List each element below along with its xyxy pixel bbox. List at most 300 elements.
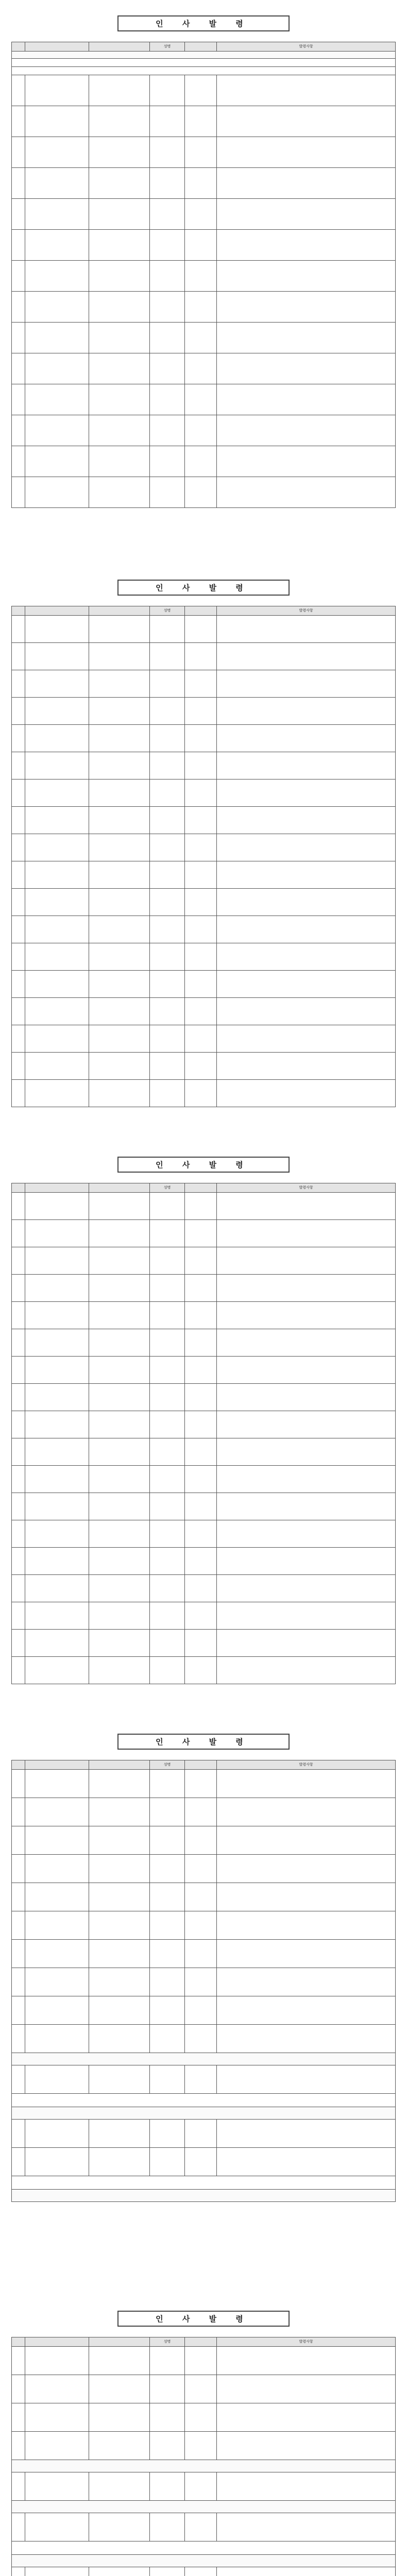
cell-position <box>89 415 150 446</box>
table-row <box>12 446 396 477</box>
cell-name <box>150 2120 185 2148</box>
cell-rank <box>185 75 217 106</box>
page-title: 인 사 발 령 <box>117 2311 290 2327</box>
row-number <box>12 2347 25 2375</box>
cell-rank <box>185 477 217 508</box>
cell-order <box>217 1411 396 1438</box>
cell-position <box>89 916 150 943</box>
cell-position <box>89 2513 150 2541</box>
cell-position <box>89 971 150 998</box>
cell-position <box>89 698 150 725</box>
memo-row <box>12 2541 396 2555</box>
cell-affiliation <box>25 1080 89 1107</box>
cell-rank <box>185 1855 217 1883</box>
column-header <box>25 1760 89 1770</box>
cell-affiliation <box>25 1493 89 1520</box>
table-row <box>12 1493 396 1520</box>
cell-order <box>217 643 396 670</box>
cell-order <box>217 1548 396 1575</box>
cell-affiliation <box>25 1548 89 1575</box>
cell-name <box>150 1520 185 1548</box>
personnel-table <box>11 606 396 1107</box>
row-number <box>12 106 25 137</box>
personnel-table <box>11 42 396 508</box>
cell-position <box>89 2375 150 2403</box>
page-title: 인 사 발 령 <box>117 1157 290 1173</box>
cell-affiliation <box>25 1630 89 1657</box>
cell-rank <box>185 1493 217 1520</box>
cell-order <box>217 1025 396 1053</box>
table-row <box>12 971 396 998</box>
row-number <box>12 1826 25 1855</box>
cell-name <box>150 916 185 943</box>
cell-order <box>217 998 396 1025</box>
row-number <box>12 2567 25 2576</box>
cell-order <box>217 861 396 889</box>
cell-rank <box>185 1080 217 1107</box>
cell-rank <box>185 199 217 230</box>
cell-name <box>150 616 185 643</box>
table-row <box>12 1275 396 1302</box>
cell-name <box>150 2432 185 2460</box>
cell-position <box>89 779 150 807</box>
cell-order <box>217 2120 396 2148</box>
row-number <box>12 861 25 889</box>
section-row <box>12 2107 396 2120</box>
cell-affiliation <box>25 1911 89 1940</box>
cell-affiliation <box>25 1357 89 1384</box>
cell-name <box>150 2025 185 2053</box>
row-number <box>12 384 25 415</box>
column-header: 성명 <box>150 606 185 616</box>
table-row <box>12 916 396 943</box>
cell-affiliation <box>25 1247 89 1275</box>
cell-rank <box>185 616 217 643</box>
cell-name <box>150 2513 185 2541</box>
cell-name <box>150 1855 185 1883</box>
cell-order <box>217 1329 396 1357</box>
cell-name <box>150 1940 185 1968</box>
row-number <box>12 1657 25 1684</box>
cell-position <box>89 889 150 916</box>
cell-affiliation <box>25 1275 89 1302</box>
table-row <box>12 834 396 861</box>
cell-order <box>217 2065 396 2094</box>
cell-order <box>217 725 396 752</box>
table-row <box>12 943 396 971</box>
cell-position <box>89 168 150 199</box>
header-row <box>12 1760 396 1770</box>
cell-affiliation <box>25 2120 89 2148</box>
cell-name <box>150 1911 185 1940</box>
cell-name <box>150 1602 185 1630</box>
cell-position <box>89 292 150 323</box>
column-header: 발령사항 <box>217 2337 396 2347</box>
cell-name <box>150 779 185 807</box>
cell-position <box>89 1466 150 1493</box>
cell-order <box>217 1855 396 1883</box>
row-number <box>12 1193 25 1220</box>
column-header <box>89 2337 150 2347</box>
row-number <box>12 2375 25 2403</box>
table-row <box>12 698 396 725</box>
cell-rank <box>185 1193 217 1220</box>
cell-position <box>89 1247 150 1275</box>
cell-name <box>150 2148 185 2176</box>
cell-affiliation <box>25 446 89 477</box>
cell-affiliation <box>25 230 89 261</box>
row-number <box>12 616 25 643</box>
column-header <box>12 606 25 616</box>
column-header <box>185 1760 217 1770</box>
cell-rank <box>185 834 217 861</box>
cell-rank <box>185 1602 217 1630</box>
table-row <box>12 353 396 384</box>
cell-affiliation <box>25 1940 89 1968</box>
cell-affiliation <box>25 323 89 353</box>
cell-rank <box>185 2403 217 2432</box>
cell-position <box>89 384 150 415</box>
cell-name <box>150 1770 185 1798</box>
table-row <box>12 106 396 137</box>
table-row <box>12 230 396 261</box>
table-row <box>12 2148 396 2176</box>
table-row <box>12 725 396 752</box>
cell-affiliation <box>25 998 89 1025</box>
row-number <box>12 1520 25 1548</box>
table-row <box>12 168 396 199</box>
row-number <box>12 2120 25 2148</box>
row-number <box>12 725 25 752</box>
cell-rank <box>185 353 217 384</box>
table-row <box>12 779 396 807</box>
header-row <box>12 1183 396 1193</box>
personnel-table <box>11 1183 396 1684</box>
column-header <box>25 1183 89 1193</box>
cell-rank <box>185 1247 217 1275</box>
cell-rank <box>185 1411 217 1438</box>
cell-affiliation <box>25 1826 89 1855</box>
cell-affiliation <box>25 2513 89 2541</box>
cell-affiliation <box>25 2432 89 2460</box>
cell-position <box>89 1384 150 1411</box>
cell-position <box>89 643 150 670</box>
memo-text <box>12 2541 396 2555</box>
cell-rank <box>185 106 217 137</box>
row-number <box>12 137 25 168</box>
cell-order <box>217 2472 396 2501</box>
cell-order <box>217 353 396 384</box>
cell-name <box>150 1657 185 1684</box>
cell-affiliation <box>25 2472 89 2501</box>
table-row <box>12 1883 396 1911</box>
cell-position <box>89 1438 150 1466</box>
table-row <box>12 477 396 508</box>
cell-order <box>217 1247 396 1275</box>
cell-affiliation <box>25 725 89 752</box>
cell-affiliation <box>25 75 89 106</box>
cell-name <box>150 861 185 889</box>
cell-name <box>150 2472 185 2501</box>
table-row <box>12 1968 396 1996</box>
cell-affiliation <box>25 1302 89 1329</box>
cell-position <box>89 1575 150 1602</box>
column-header: 성명 <box>150 42 185 52</box>
cell-position <box>89 1357 150 1384</box>
cell-order <box>217 1911 396 1940</box>
cell-position <box>89 725 150 752</box>
row-number <box>12 670 25 698</box>
table-row <box>12 616 396 643</box>
cell-name <box>150 1968 185 1996</box>
cell-rank <box>185 1657 217 1684</box>
cell-affiliation <box>25 1193 89 1220</box>
cell-affiliation <box>25 1968 89 1996</box>
table-row <box>12 75 396 106</box>
cell-name <box>150 1193 185 1220</box>
memo-row <box>12 2176 396 2190</box>
cell-affiliation <box>25 1411 89 1438</box>
cell-position <box>89 1826 150 1855</box>
cell-name <box>150 1548 185 1575</box>
cell-rank <box>185 1466 217 1493</box>
cell-order <box>217 292 396 323</box>
cell-name <box>150 2403 185 2432</box>
cell-position <box>89 261 150 292</box>
cell-rank <box>185 137 217 168</box>
cell-position <box>89 1053 150 1080</box>
row-number <box>12 943 25 971</box>
cell-order <box>217 1968 396 1996</box>
column-header <box>89 1183 150 1193</box>
table-row <box>12 2403 396 2432</box>
cell-rank <box>185 2347 217 2375</box>
row-number <box>12 353 25 384</box>
row-number <box>12 643 25 670</box>
row-number <box>12 916 25 943</box>
document-page <box>11 2311 396 2576</box>
row-number <box>12 1220 25 1247</box>
row-number <box>12 779 25 807</box>
row-number <box>12 1630 25 1657</box>
cell-name <box>150 353 185 384</box>
cell-rank <box>185 292 217 323</box>
cell-affiliation <box>25 1657 89 1684</box>
column-header: 성명 <box>150 2337 185 2347</box>
cell-name <box>150 384 185 415</box>
cell-name <box>150 1493 185 1520</box>
cell-order <box>217 1384 396 1411</box>
cell-rank <box>185 698 217 725</box>
personnel-table <box>11 2337 396 2576</box>
column-header: 성명 <box>150 1760 185 1770</box>
cell-rank <box>185 1575 217 1602</box>
table-row <box>12 1411 396 1438</box>
column-header <box>12 1760 25 1770</box>
cell-name <box>150 971 185 998</box>
table-row <box>12 1220 396 1247</box>
cell-order <box>217 1657 396 1684</box>
cell-name <box>150 261 185 292</box>
cell-rank <box>185 2472 217 2501</box>
table-row <box>12 2025 396 2053</box>
cell-order <box>217 1575 396 1602</box>
cell-order <box>217 1996 396 2025</box>
table-row <box>12 807 396 834</box>
row-number <box>12 1575 25 1602</box>
table-row <box>12 2432 396 2460</box>
row-number <box>12 1329 25 1357</box>
cell-name <box>150 834 185 861</box>
table-row <box>12 1520 396 1548</box>
cell-position <box>89 137 150 168</box>
cell-order <box>217 137 396 168</box>
column-header <box>185 606 217 616</box>
table-row <box>12 1247 396 1275</box>
cell-name <box>150 2347 185 2375</box>
cell-rank <box>185 1302 217 1329</box>
cell-affiliation <box>25 1025 89 1053</box>
cell-position <box>89 2065 150 2094</box>
row-number <box>12 75 25 106</box>
row-number <box>12 1247 25 1275</box>
cell-rank <box>185 2120 217 2148</box>
row-number <box>12 2065 25 2094</box>
table-row <box>12 199 396 230</box>
cell-position <box>89 752 150 779</box>
cell-order <box>217 1940 396 1968</box>
table-row <box>12 861 396 889</box>
cell-affiliation <box>25 834 89 861</box>
cell-affiliation <box>25 698 89 725</box>
cell-rank <box>185 1520 217 1548</box>
page-title: 인 사 발 령 <box>117 15 290 31</box>
row-number <box>12 292 25 323</box>
row-number <box>12 168 25 199</box>
memo-row <box>12 59 396 67</box>
cell-position <box>89 1275 150 1302</box>
cell-name <box>150 415 185 446</box>
column-header <box>25 2337 89 2347</box>
cell-rank <box>185 998 217 1025</box>
row-number <box>12 1411 25 1438</box>
cell-position <box>89 1657 150 1684</box>
table-header <box>12 1183 396 1193</box>
section-row <box>12 2555 396 2567</box>
cell-name <box>150 1357 185 1384</box>
table-row <box>12 1053 396 1080</box>
cell-position <box>89 2403 150 2432</box>
cell-order <box>217 2513 396 2541</box>
cell-name <box>150 643 185 670</box>
cell-affiliation <box>25 384 89 415</box>
cell-affiliation <box>25 1384 89 1411</box>
cell-rank <box>185 1275 217 1302</box>
table-row <box>12 137 396 168</box>
cell-affiliation <box>25 2347 89 2375</box>
cell-affiliation <box>25 1855 89 1883</box>
cell-rank <box>185 1329 217 1357</box>
header-row <box>12 606 396 616</box>
cell-order <box>217 916 396 943</box>
column-header <box>25 606 89 616</box>
cell-name <box>150 1053 185 1080</box>
table-row <box>12 1384 396 1411</box>
cell-name <box>150 807 185 834</box>
cell-name <box>150 889 185 916</box>
cell-rank <box>185 323 217 353</box>
cell-position <box>89 2567 150 2576</box>
cell-name <box>150 292 185 323</box>
column-header: 성명 <box>150 1183 185 1193</box>
cell-affiliation <box>25 752 89 779</box>
table-row <box>12 1855 396 1883</box>
cell-order <box>217 323 396 353</box>
cell-rank <box>185 807 217 834</box>
table-row <box>12 2472 396 2501</box>
table-row <box>12 752 396 779</box>
cell-affiliation <box>25 2567 89 2576</box>
cell-position <box>89 75 150 106</box>
table-row <box>12 384 396 415</box>
document-page <box>11 1157 396 1692</box>
cell-affiliation <box>25 779 89 807</box>
cell-rank <box>185 446 217 477</box>
row-number <box>12 2148 25 2176</box>
cell-rank <box>185 1940 217 1968</box>
cell-position <box>89 1329 150 1357</box>
cell-order <box>217 1520 396 1548</box>
cell-order <box>217 670 396 698</box>
cell-order <box>217 477 396 508</box>
cell-order <box>217 943 396 971</box>
cell-position <box>89 106 150 137</box>
cell-order <box>217 230 396 261</box>
section-label <box>12 2053 396 2065</box>
cell-name <box>150 943 185 971</box>
cell-name <box>150 1220 185 1247</box>
cell-rank <box>185 2065 217 2094</box>
cell-name <box>150 2375 185 2403</box>
column-header: 발령사항 <box>217 1760 396 1770</box>
row-number <box>12 1548 25 1575</box>
cell-order <box>217 2403 396 2432</box>
cell-position <box>89 861 150 889</box>
cell-position <box>89 1520 150 1548</box>
table-header <box>12 1760 396 1770</box>
cell-affiliation <box>25 807 89 834</box>
cell-affiliation <box>25 2403 89 2432</box>
cell-affiliation <box>25 477 89 508</box>
cell-rank <box>185 2148 217 2176</box>
cell-order <box>217 1080 396 1107</box>
cell-rank <box>185 725 217 752</box>
cell-order <box>217 698 396 725</box>
table-row <box>12 1080 396 1107</box>
cell-rank <box>185 1911 217 1940</box>
table-row <box>12 643 396 670</box>
cell-rank <box>185 1548 217 1575</box>
row-number <box>12 752 25 779</box>
column-header <box>89 1760 150 1770</box>
cell-name <box>150 1798 185 1826</box>
cell-affiliation <box>25 1053 89 1080</box>
table-row <box>12 1357 396 1384</box>
cell-order <box>217 779 396 807</box>
memo-text <box>12 67 396 75</box>
row-number <box>12 2513 25 2541</box>
cell-rank <box>185 1053 217 1080</box>
